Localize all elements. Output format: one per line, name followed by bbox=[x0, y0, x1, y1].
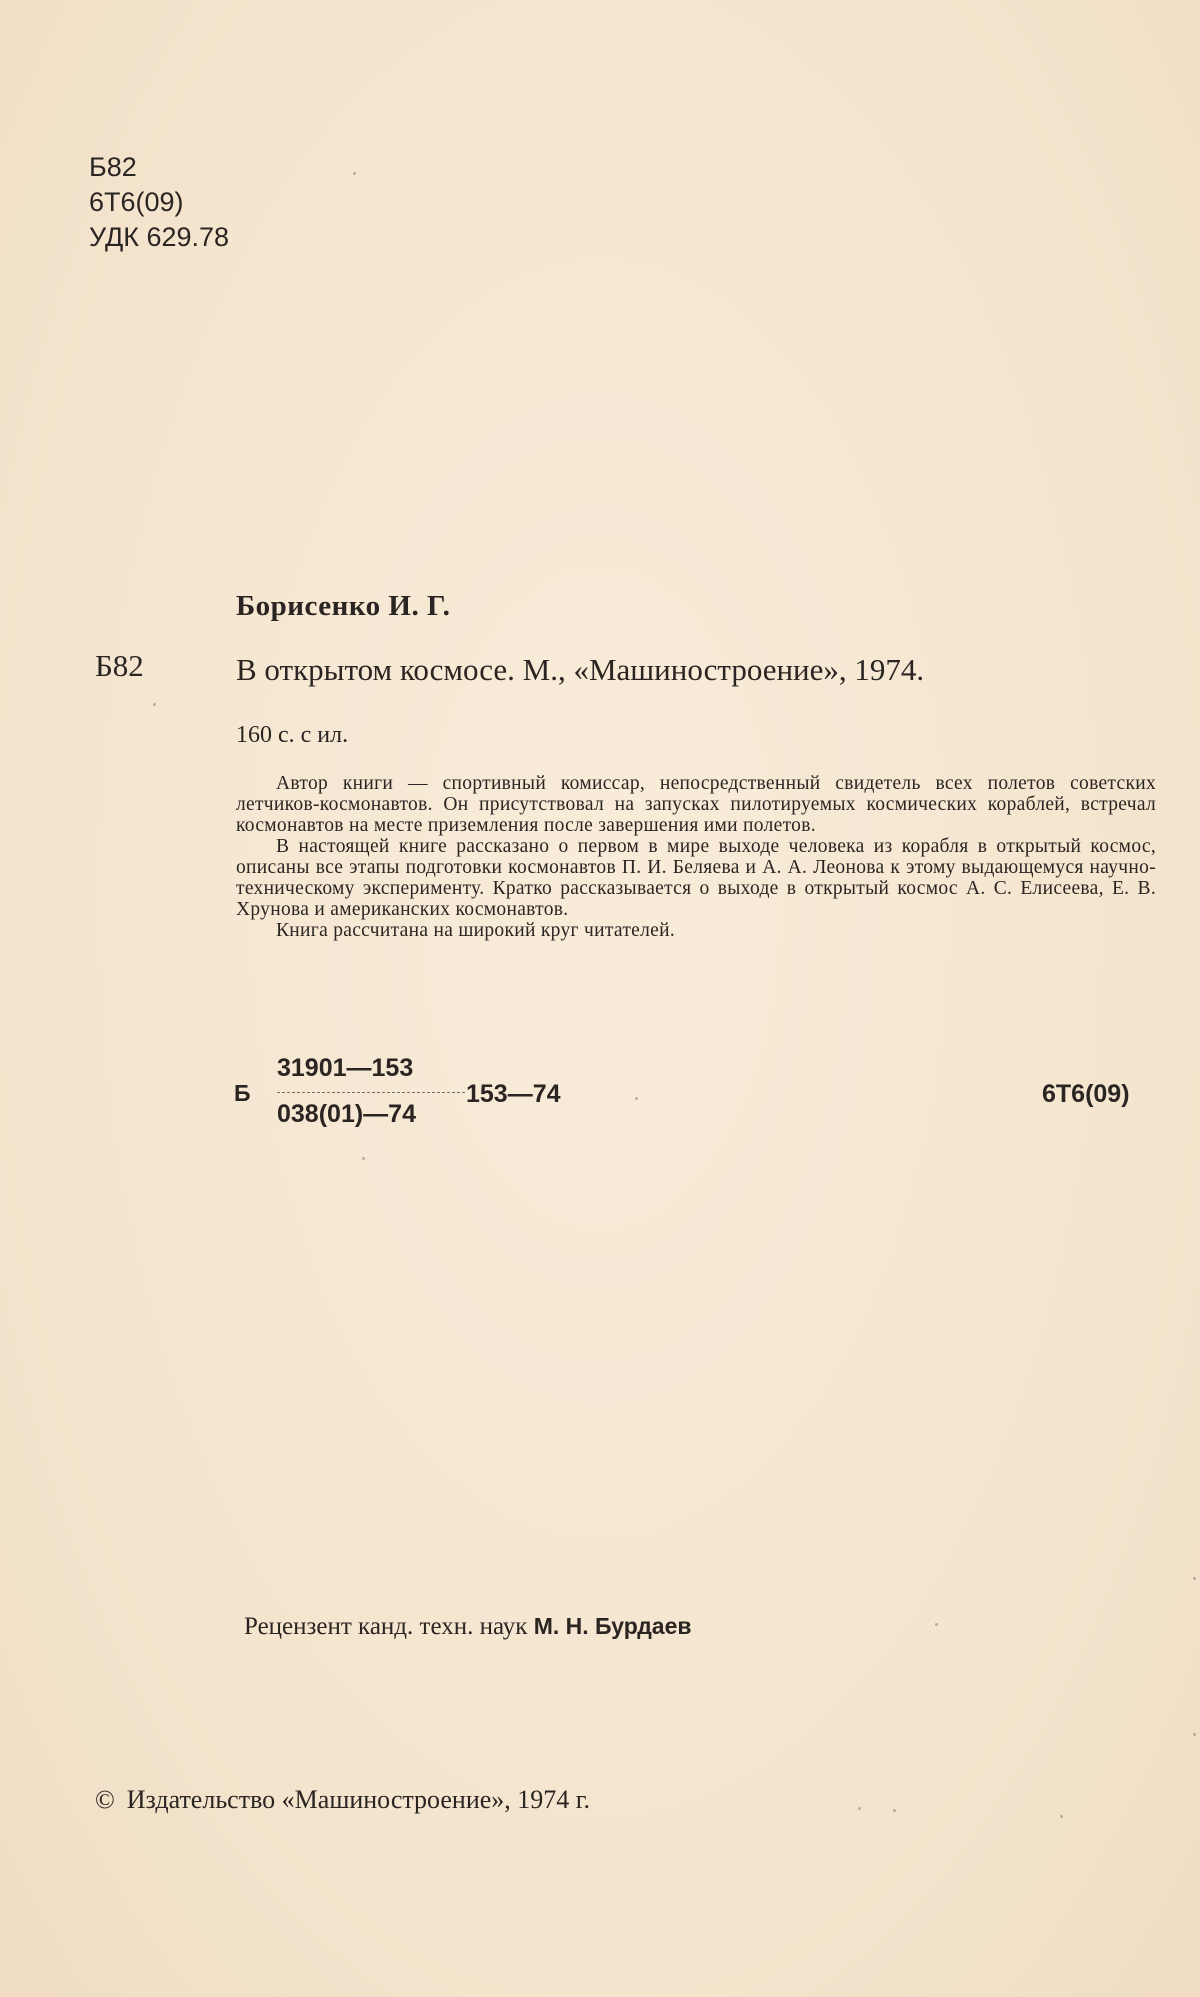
classification-line: УДК 629.78 bbox=[89, 222, 230, 252]
bib-code-suffix: 153—74 bbox=[466, 1080, 561, 1108]
bib-code-numerator: 31901—153 bbox=[277, 1054, 414, 1082]
paper-speck bbox=[935, 1623, 938, 1626]
classification-line: 6Т6(09) bbox=[89, 187, 184, 217]
paper-speck bbox=[1193, 1577, 1196, 1580]
paper-speck bbox=[362, 1157, 365, 1160]
copyright-text: Издательство «Машиностроение», 1974 г. bbox=[126, 1785, 591, 1814]
paper-speck bbox=[153, 703, 156, 706]
paper-speck bbox=[1193, 1733, 1196, 1736]
paper-speck bbox=[1060, 1815, 1063, 1818]
annotation-paragraph: В настоящей книге рассказано о первом в мире выходе человека из корабля в открытый космос, описаны все этапы подготовки космонавтов П. И. Беляева и А. А. Леонова к этому выдающемуся научно-техническому эксперименту. Кратко рассказывается о выходе в открытый космос А. С. Елисеева, Е. В. Хрунова и американских космонавтов. bbox=[236, 836, 1156, 920]
catalog-index: Б82 bbox=[95, 648, 144, 683]
bib-class-code: 6Т6(09) bbox=[1042, 1080, 1130, 1108]
paper-speck bbox=[353, 172, 356, 175]
paper-speck bbox=[635, 1097, 638, 1100]
annotation-paragraph: Автор книги — спортивный комиссар, непосредственный свидетель всех полетов советских летчиков-космонавтов. Он присутствовал на запусках пилотируемых космических кораблей, встречал космонавтов на месте приземления после завершения ими полетов. bbox=[236, 773, 1156, 836]
classification-codes bbox=[89, 150, 229, 255]
reviewer-name: М. Н. Бурдаев bbox=[533, 1613, 692, 1639]
copyright-icon: © bbox=[95, 1785, 115, 1814]
author-name: Борисенко И. Г. bbox=[236, 590, 451, 622]
paper-speck bbox=[893, 1809, 896, 1812]
book-title-line: В открытом космосе. М., «Машиностроение», 1974. bbox=[236, 652, 925, 687]
annotation-paragraph: Книга рассчитана на широкий круг читателей. bbox=[276, 920, 676, 941]
copyright-line bbox=[95, 1785, 590, 1815]
classification-line: Б82 bbox=[89, 152, 137, 182]
paper-speck bbox=[858, 1807, 861, 1810]
reviewer-line bbox=[244, 1613, 692, 1641]
annotation bbox=[236, 773, 1156, 941]
page-count: 160 с. с ил. bbox=[236, 722, 349, 748]
bib-code-fraction-bar bbox=[277, 1092, 465, 1093]
reviewer-prefix: Рецензент канд. техн. наук bbox=[244, 1613, 528, 1640]
bib-code-denominator: 038(01)—74 bbox=[277, 1100, 416, 1128]
bib-code-letter: Б bbox=[234, 1080, 251, 1106]
